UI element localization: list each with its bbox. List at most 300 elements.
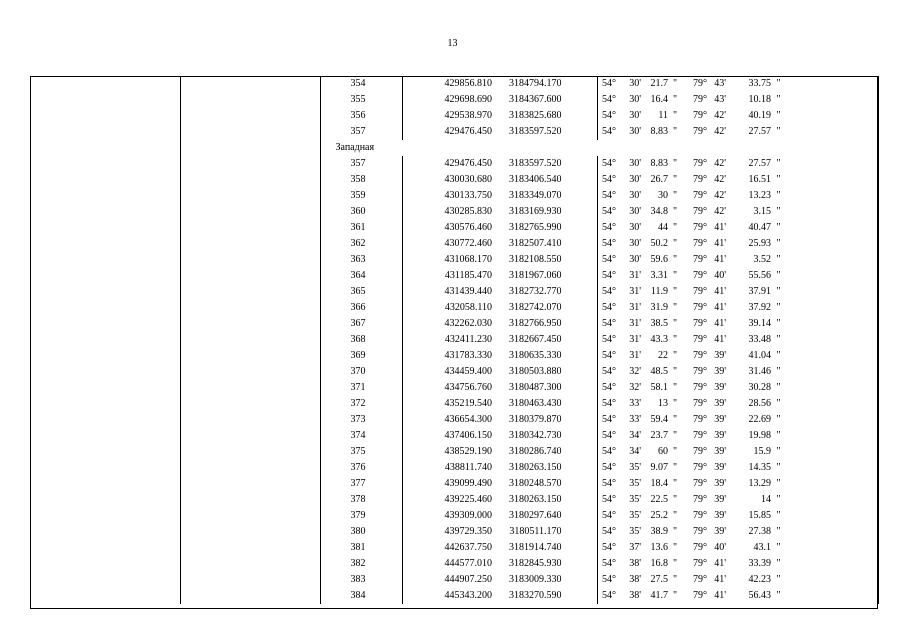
cell-lm: 35' [629,462,641,473]
cell-y: 3180297.640 [492,508,597,524]
cell-y: 3183270.590 [492,588,597,604]
table-row [30,476,878,492]
cell-os: 55.56 [748,270,771,281]
cell-ls: 21.7 [650,78,668,89]
cell-ld: 54° [602,78,616,89]
cell-lq: " [672,318,678,329]
cell-x: 429538.970 [444,110,492,121]
table-row [30,364,878,380]
table-row [30,348,878,364]
cell-x: 430285.830 [444,206,492,217]
cell-os: 41.04 [748,350,771,361]
table-row [30,428,878,444]
cell-ls: 38.9 [650,526,668,537]
cell-oq: " [776,206,781,217]
cell-n: 364 [320,268,402,284]
cell-od: 79° [693,430,707,441]
cell-ls: 9.07 [650,462,668,473]
empty-cell [786,540,878,556]
cell-x: 444577.010 [444,558,492,569]
cell-ld: 54° [602,334,616,345]
empty-cell [30,476,180,492]
empty-cell [180,332,320,348]
cell-y: 3182667.450 [492,332,597,348]
table-row [30,172,878,188]
empty-cell [30,140,180,156]
cell-lq: " [672,478,678,489]
cell-n: 369 [320,348,402,364]
cell-ls: 30 [658,190,668,201]
cell-x: 434459.400 [444,366,492,377]
cell-ld: 54° [602,222,616,233]
cell-ls: 59.6 [650,254,668,265]
cell-ld: 54° [602,286,616,297]
cell-n: 367 [320,316,402,332]
cell-om: 39' [714,366,726,377]
cell-lm: 30' [629,110,641,121]
cell-x: 432411.230 [444,334,492,345]
cell-y: 3180463.430 [492,396,597,412]
cell-oq: " [776,462,781,473]
empty-cell [786,492,878,508]
empty-cell [30,556,180,572]
empty-cell [180,476,320,492]
cell-ld: 54° [602,110,616,121]
cell-y: 3181967.060 [492,268,597,284]
empty-cell [786,476,878,492]
cell-lm: 33' [629,398,641,409]
cell-lq: " [672,110,678,121]
cell-lq: " [672,334,678,345]
empty-cell [180,508,320,524]
cell-ld: 54° [602,526,616,537]
cell-ld: 54° [602,270,616,281]
empty-cell [30,316,180,332]
empty-cell [180,252,320,268]
cell-ls: 60 [658,446,668,457]
cell-om: 39' [714,414,726,425]
cell-om: 42' [714,190,726,201]
cell-os: 30.28 [748,382,771,393]
cell-od: 79° [693,526,707,537]
cell-oq: " [776,366,781,377]
empty-cell [30,572,180,588]
cell-ls: 11.9 [650,286,668,297]
cell-lq: " [672,254,678,265]
cell-od: 79° [693,158,707,169]
cell-lq: " [672,430,678,441]
cell-ld: 54° [602,318,616,329]
cell-n: 360 [320,204,402,220]
cell-x: 439729.350 [444,526,492,537]
cell-ld: 54° [602,478,616,489]
cell-os: 16.51 [748,174,771,185]
empty-cell [786,188,878,204]
cell-lm: 30' [629,254,641,265]
cell-lm: 34' [629,446,641,457]
empty-cell [180,236,320,252]
empty-cell [786,364,878,380]
cell-od: 79° [693,590,707,601]
cell-lm: 31' [629,318,641,329]
cell-ld: 54° [602,558,616,569]
empty-cell [786,92,878,108]
cell-y: 3183597.520 [492,124,597,140]
cell-oq: " [776,510,781,521]
empty-cell [786,428,878,444]
cell-n: 375 [320,444,402,460]
empty-cell [180,412,320,428]
cell-ls: 23.7 [650,430,668,441]
cell-om: 42' [714,206,726,217]
cell-os: 22.69 [748,414,771,425]
empty-cell [180,284,320,300]
cell-ls: 13 [658,398,668,409]
section-label: Западная [335,142,375,153]
cell-om: 41' [714,590,726,601]
cell-ls: 11 [658,110,668,121]
cell-os: 39.14 [748,318,771,329]
table-row [30,396,878,412]
table-row [30,268,878,284]
cell-om: 42' [714,174,726,185]
cell-x: 430133.750 [444,190,492,201]
cell-lq: " [672,398,678,409]
coordinates-table [30,76,879,604]
cell-x: 444907.250 [444,574,492,585]
cell-os: 33.39 [748,558,771,569]
empty-cell [786,444,878,460]
cell-od: 79° [693,350,707,361]
cell-ls: 50.2 [650,238,668,249]
section-row [30,140,878,156]
empty-cell [30,588,180,604]
cell-n: 362 [320,236,402,252]
cell-x: 430576.460 [444,222,492,233]
cell-lm: 35' [629,510,641,521]
table-row [30,444,878,460]
empty-cell [180,460,320,476]
cell-lm: 31' [629,286,641,297]
empty-cell [786,124,878,140]
cell-lq: " [672,350,678,361]
cell-om: 39' [714,478,726,489]
cell-ld: 54° [602,190,616,201]
cell-ld: 54° [602,174,616,185]
table-row [30,332,878,348]
cell-x: 429476.450 [444,126,492,137]
cell-os: 15.9 [753,446,771,457]
cell-x: 431439.440 [444,286,492,297]
cell-oq: " [776,574,781,585]
cell-lm: 30' [629,238,641,249]
cell-od: 79° [693,270,707,281]
cell-oq: " [776,446,781,457]
cell-lm: 33' [629,414,641,425]
cell-oq: " [776,254,781,265]
table-row [30,316,878,332]
cell-os: 3.52 [753,254,771,265]
table-row [30,588,878,604]
cell-n: 377 [320,476,402,492]
cell-oq: " [776,382,781,393]
cell-om: 39' [714,462,726,473]
cell-lq: " [672,94,678,105]
cell-oq: " [776,334,781,345]
cell-os: 37.91 [748,286,771,297]
empty-cell [786,588,878,604]
cell-om: 39' [714,398,726,409]
cell-oq: " [776,526,781,537]
cell-x: 429476.450 [444,158,492,169]
cell-lm: 31' [629,302,641,313]
empty-cell [30,444,180,460]
cell-lm: 32' [629,382,641,393]
cell-lm: 37' [629,542,641,553]
cell-lq: " [672,238,678,249]
empty-cell [180,300,320,316]
cell-od: 79° [693,222,707,233]
empty-cell [30,332,180,348]
empty-cell [180,444,320,460]
cell-lq: " [672,590,678,601]
cell-ld: 54° [602,494,616,505]
cell-n: 363 [320,252,402,268]
cell-lq: " [672,270,678,281]
empty-cell [30,412,180,428]
cell-lq: " [672,414,678,425]
cell-os: 27.38 [748,526,771,537]
table-row [30,76,878,92]
cell-os: 33.48 [748,334,771,345]
empty-cell [30,252,180,268]
empty-cell [30,300,180,316]
cell-om: 41' [714,302,726,313]
cell-n: 383 [320,572,402,588]
cell-os: 43.1 [753,542,771,553]
cell-od: 79° [693,238,707,249]
cell-om: 39' [714,510,726,521]
cell-oq: " [776,238,781,249]
empty-cell [786,460,878,476]
cell-y: 3180263.150 [492,492,597,508]
empty-cell [180,524,320,540]
empty-cell [786,300,878,316]
cell-od: 79° [693,206,707,217]
empty-cell [180,364,320,380]
cell-x: 430030.680 [444,174,492,185]
table-row [30,412,878,428]
empty-cell [786,236,878,252]
cell-od: 79° [693,254,707,265]
cell-y: 3183349.070 [492,188,597,204]
empty-cell [30,364,180,380]
cell-od: 79° [693,574,707,585]
cell-x: 436654.300 [444,414,492,425]
cell-om: 41' [714,558,726,569]
empty-cell [30,108,180,124]
cell-y: 3180263.150 [492,460,597,476]
cell-n: 382 [320,556,402,572]
cell-oq: " [776,478,781,489]
cell-od: 79° [693,94,707,105]
empty-cell [786,268,878,284]
cell-lm: 30' [629,158,641,169]
cell-lq: " [672,174,678,185]
cell-oq: " [776,494,781,505]
empty-cell [786,316,878,332]
empty-cell [180,556,320,572]
cell-od: 79° [693,334,707,345]
cell-n: 381 [320,540,402,556]
empty-cell [180,140,320,156]
cell-y: 3180286.740 [492,444,597,460]
cell-om: 42' [714,158,726,169]
cell-os: 13.29 [748,478,771,489]
cell-od: 79° [693,494,707,505]
empty-cell [30,540,180,556]
cell-ld: 54° [602,414,616,425]
cell-os: 10.18 [748,94,771,105]
cell-n: 354 [320,76,402,92]
cell-n: 384 [320,588,402,604]
cell-n: 357 [320,124,402,140]
cell-lq: " [672,302,678,313]
cell-x: 438529.190 [444,446,492,457]
cell-lq: " [672,510,678,521]
cell-om: 39' [714,446,726,457]
cell-n: 366 [320,300,402,316]
cell-ls: 8.83 [650,126,668,137]
cell-om: 40' [714,542,726,553]
empty-cell [30,460,180,476]
cell-y: 3182732.770 [492,284,597,300]
empty-cell [180,588,320,604]
empty-cell [786,572,878,588]
cell-lq: " [672,286,678,297]
cell-lq: " [672,366,678,377]
cell-lq: " [672,526,678,537]
table-row [30,108,878,124]
cell-n: 372 [320,396,402,412]
empty-cell [786,76,878,92]
cell-ls: 18.4 [650,478,668,489]
empty-cell [786,140,878,156]
cell-y: 3182108.550 [492,252,597,268]
cell-ld: 54° [602,462,616,473]
cell-x: 429698.690 [444,94,492,105]
cell-ls: 13.6 [650,542,668,553]
table-row [30,572,878,588]
empty-cell [30,188,180,204]
table-row [30,300,878,316]
empty-cell [30,124,180,140]
empty-cell [30,76,180,92]
cell-od: 79° [693,286,707,297]
cell-n: 359 [320,188,402,204]
cell-ls: 8.83 [650,158,668,169]
cell-oq: " [776,174,781,185]
cell-n: 374 [320,428,402,444]
cell-oq: " [776,190,781,201]
cell-x: 439309.000 [444,510,492,521]
cell-ld: 54° [602,382,616,393]
cell-ld: 54° [602,366,616,377]
empty-cell [786,348,878,364]
page-number: 13 [447,38,458,49]
cell-od: 79° [693,478,707,489]
cell-od: 79° [693,174,707,185]
empty-cell [30,508,180,524]
cell-ls: 31.9 [650,302,668,313]
table-row [30,492,878,508]
cell-lq: " [672,542,678,553]
empty-cell [180,428,320,444]
cell-os: 40.19 [748,110,771,121]
cell-lm: 30' [629,174,641,185]
empty-cell [786,156,878,172]
cell-y: 3180342.730 [492,428,597,444]
cell-oq: " [776,270,781,281]
cell-od: 79° [693,318,707,329]
table-row [30,508,878,524]
cell-lm: 35' [629,494,641,505]
cell-oq: " [776,590,781,601]
cell-lm: 38' [629,590,641,601]
cell-ls: 48.5 [650,366,668,377]
cell-od: 79° [693,126,707,137]
empty-cell [30,348,180,364]
cell-od: 79° [693,190,707,201]
cell-n: 368 [320,332,402,348]
cell-os: 31.46 [748,366,771,377]
cell-ls: 16.8 [650,558,668,569]
cell-n: 357 [320,156,402,172]
cell-oq: " [776,350,781,361]
cell-od: 79° [693,382,707,393]
cell-y: 3182845.930 [492,556,597,572]
cell-ls: 34.8 [650,206,668,217]
cell-oq: " [776,542,781,553]
cell-x: 438811.740 [444,462,492,473]
cell-lm: 30' [629,222,641,233]
cell-os: 13.23 [748,190,771,201]
cell-y: 3184367.600 [492,92,597,108]
cell-n: 361 [320,220,402,236]
cell-lm: 30' [629,190,641,201]
cell-om: 42' [714,110,726,121]
cell-y: 3182765.990 [492,220,597,236]
empty-cell [786,508,878,524]
cell-y: 3183825.680 [492,108,597,124]
cell-om: 41' [714,574,726,585]
cell-od: 79° [693,462,707,473]
cell-n: 370 [320,364,402,380]
table-row [30,236,878,252]
cell-ls: 59.4 [650,414,668,425]
empty-cell [180,76,320,92]
cell-y: 3182766.950 [492,316,597,332]
cell-y: 3180635.330 [492,348,597,364]
cell-lm: 30' [629,206,641,217]
cell-os: 14 [761,494,771,505]
cell-ls: 22.5 [650,494,668,505]
cell-x: 432262.030 [444,318,492,329]
empty-cell [786,412,878,428]
cell-y: 3183597.520 [492,156,597,172]
empty-cell [180,492,320,508]
cell-lm: 32' [629,366,641,377]
